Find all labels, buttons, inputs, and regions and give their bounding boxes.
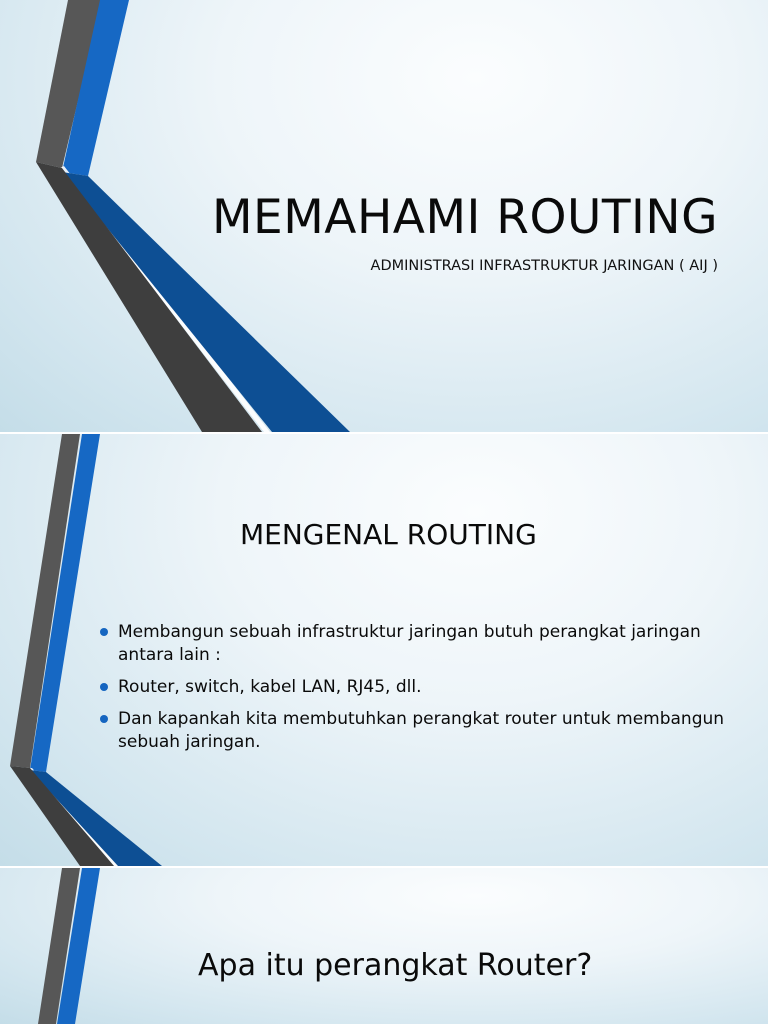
bullet-item: Dan kapankah kita membutuhkan perangkat router untuk membangun sebuah jaringan. <box>98 708 738 754</box>
bullet-item: Membangun sebuah infrastruktur jaringan butuh perangkat jaringan antara lain : <box>98 621 738 667</box>
slide-title: Apa itu perangkat Router? <box>198 948 593 983</box>
bullet-item: Router, switch, kabel LAN, RJ45, dll. <box>98 676 738 699</box>
bullet-list <box>98 621 738 763</box>
presentation-subtitle: ADMINISTRASI INFRASTRUKTUR JARINGAN ( AIJ ) <box>370 258 718 274</box>
bullet-dot-icon <box>100 715 108 723</box>
slide-3 <box>0 868 768 1024</box>
slide-decoration <box>0 868 768 1024</box>
bullet-dot-icon <box>100 683 108 691</box>
slide-title: MENGENAL ROUTING <box>240 518 537 551</box>
slide-1 <box>0 0 768 432</box>
slide-2 <box>0 434 768 866</box>
bullet-dot-icon <box>100 628 108 636</box>
presentation-title: MEMAHAMI ROUTING <box>212 190 718 245</box>
